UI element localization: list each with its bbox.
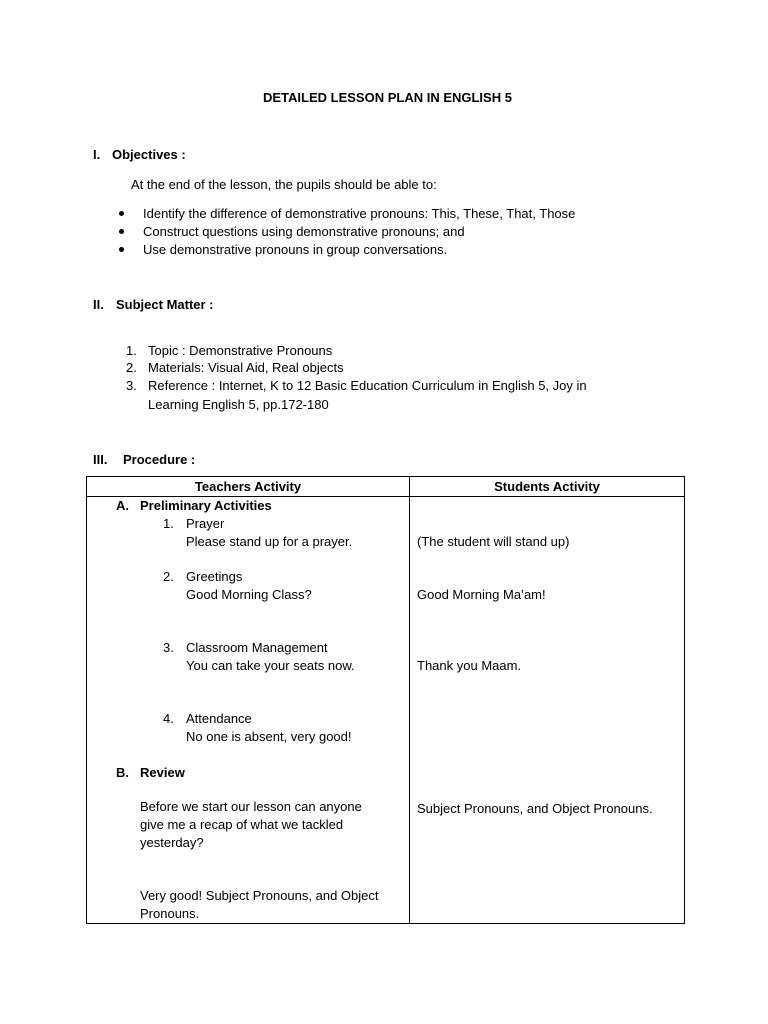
subject-item-number: 3. (126, 378, 137, 393)
objective-item: Use demonstrative pronouns in group conversations. (143, 242, 448, 257)
review-question-line: yesterday? (140, 835, 204, 850)
bullet-icon (119, 247, 124, 252)
teacher-line: Please stand up for a prayer. (186, 534, 353, 549)
subject-item-text: Topic : Demonstrative Pronouns (148, 343, 333, 358)
procedure-heading: Procedure : (123, 452, 196, 467)
section-a-letter: A. (116, 498, 129, 513)
student-line: (The student will stand up) (417, 534, 570, 549)
subject-matter-numeral: II. (93, 297, 104, 312)
review-answer: Subject Pronouns, and Object Pronouns. (417, 801, 653, 816)
subject-item-text: Reference : Internet, K to 12 Basic Education Curriculum in English 5, Joy in (148, 378, 587, 393)
table-row (87, 497, 685, 924)
objective-item: Construct questions using demonstrative pronouns; and (143, 224, 465, 239)
bullet-icon (119, 229, 124, 234)
review-feedback-line: Pronouns. (140, 906, 200, 921)
section-b-letter: B. (116, 765, 129, 780)
step-label: Attendance (186, 711, 252, 726)
student-activity-cell (410, 497, 685, 924)
table-header-row (87, 477, 685, 497)
subject-item-continuation: Learning English 5, pp.172-180 (148, 397, 329, 412)
teacher-line: Good Morning Class? (186, 587, 312, 602)
review-question-line: Before we start our lesson can anyone (140, 799, 362, 814)
subject-item-number: 1. (126, 343, 137, 358)
subject-item-number: 2. (126, 360, 137, 375)
objectives-heading: Objectives : (112, 147, 186, 162)
bullet-icon (119, 211, 124, 216)
teacher-line: You can take your seats now. (186, 658, 355, 673)
teacher-line: No one is absent, very good! (186, 729, 352, 744)
student-line: Thank you Maam. (417, 658, 522, 673)
step-label: Greetings (186, 569, 243, 584)
step-label: Prayer (186, 516, 225, 531)
step-number: 3. (163, 640, 174, 655)
objectives-intro: At the end of the lesson, the pupils should be able to: (131, 177, 437, 192)
section-b-label: Review (140, 765, 185, 780)
objectives-numeral: I. (93, 147, 101, 162)
subject-matter-heading: Subject Matter : (116, 297, 214, 312)
review-feedback-line: Very good! Subject Pronouns, and Object (140, 888, 379, 903)
objective-item: Identify the difference of demonstrative pronouns: This, These, That, Those (143, 206, 576, 221)
student-column-header: Students Activity (410, 477, 685, 497)
step-number: 1. (163, 516, 174, 531)
teacher-activity-cell (87, 497, 410, 924)
teacher-column-header: Teachers Activity (87, 477, 410, 497)
subject-item-text: Materials: Visual Aid, Real objects (148, 360, 344, 375)
section-a-label: Preliminary Activities (140, 498, 272, 513)
student-line: Good Morning Ma’am! (417, 587, 546, 602)
review-question-line: give me a recap of what we tackled (140, 817, 344, 832)
step-number: 2. (163, 569, 174, 584)
procedure-table (86, 476, 685, 924)
step-label: Classroom Management (186, 640, 328, 655)
step-number: 4. (163, 711, 174, 726)
page-title: DETAILED LESSON PLAN IN ENGLISH 5 (263, 90, 512, 105)
procedure-numeral: III. (93, 452, 108, 467)
